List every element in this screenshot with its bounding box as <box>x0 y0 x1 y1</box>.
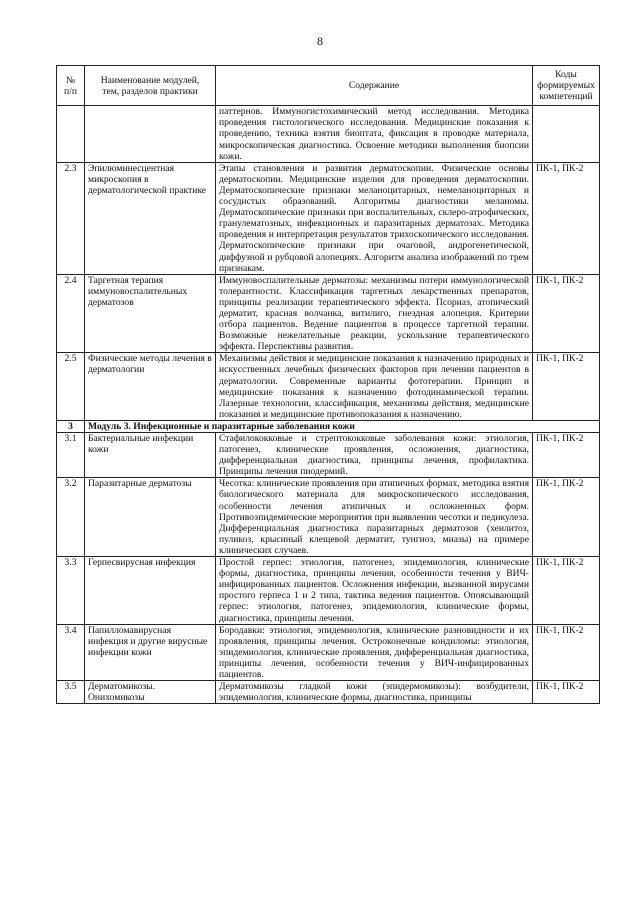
row-content: Чесотка: клинические проявления при атипичных формах, методика взятия биологического материала для микроскопического исследования, особенности лечения атипичных и осложненных форм. Противоэпидемические мероприятия при выявлении чесотки и педикулеза. Дифференциальная диагностика паразитарных дерматозов (хеилитоз, пуликоз, крысиный клещевой дерматит, тунгиоз, миазы) на примере клинических случаев. <box>216 478 533 557</box>
row-name: Физические методы лечения в дерматологии <box>85 353 216 421</box>
row-codes <box>533 106 600 162</box>
table-row <box>57 433 600 478</box>
row-codes: ПК-1, ПК-2 <box>533 557 600 625</box>
row-num: 2.4 <box>57 274 85 353</box>
row-codes: ПК-1, ПК-2 <box>533 433 600 478</box>
row-num: 3.3 <box>57 557 85 625</box>
table-row <box>57 106 600 162</box>
row-content: Стафилококковые и стрептококковые заболевания кожи: этиология, патогенез, клинические проявления, осложнения, диагностика, дифференциальная диагностика, принципы лечения, профилактика. Принципы лечения пиодермий. <box>216 433 533 478</box>
row-codes: ПК-1, ПК-2 <box>533 478 600 557</box>
row-num: 3.1 <box>57 433 85 478</box>
table-row <box>57 353 600 421</box>
header-name: Наименование модулей, тем, разделов практики <box>85 66 216 106</box>
table-row <box>57 624 600 680</box>
row-content: Бородавки: этиология, эпидемиология, клинические разновидности и их проявления, принципы лечения. Остроконечные кондиломы: этиология, эпидемиология, клинические проявления, дифференциальная диагностика, принципы лечения, особенности течения у ВИЧ-инфицированных пациентов. <box>216 624 533 680</box>
row-content: Механизмы действия и медицинские показания к назначению природных и искусственных лечебных физических факторов при лечении пациентов в дерматологии. Современные варианты фототерапии. Принцип и медицинские показания к назначению фотодинамической терапии. Лазерные технологии, классификация, механизмы действия, медицинские показания и медицинские противопоказания к назначению. <box>216 353 533 421</box>
row-name: Бактериальные инфекции кожи <box>85 433 216 478</box>
header-codes: Коды формируемых компетенций <box>533 66 600 106</box>
header-num: № п/п <box>57 66 85 106</box>
table-header-row <box>57 66 600 106</box>
header-content: Содержание <box>216 66 533 106</box>
module-num: 3 <box>57 420 85 432</box>
row-codes: ПК-1, ПК-2 <box>533 681 600 704</box>
row-name: Таргетная терапия иммуновоспалительных дерматозов <box>85 274 216 353</box>
row-name: Папилломавирусная инфекция и другие вирусные инфекции кожи <box>85 624 216 680</box>
row-codes: ПК-1, ПК-2 <box>533 353 600 421</box>
row-content: Простой герпес: этиология, патогенез, эпидемиология, клинические формы, диагностика, принципы лечения, особенности течения у ВИЧ-инфицированных пациентов. Осложнения инфекции, вызванной вирусами простого герпеса 1 и 2 типа, тактика ведения пациентов. Опоясывающий герпес: этиология, патогенез, эпидемиология, клинические формы, диагностика, принципы лечения. <box>216 557 533 625</box>
row-num: 3.2 <box>57 478 85 557</box>
row-num: 2.5 <box>57 353 85 421</box>
curriculum-table <box>56 65 600 704</box>
row-content: Иммуновоспалительные дерматозы: механизмы потери иммунологической толерантности. Классификация таргетных лекарственных препаратов, принципы реализации терапевтического эффекта. Псориаз, атопический дерматит, красная волчанка, витилиго, гнездная алопеция. Критерии отбора пациентов. Ведение пациентов в процессе таргетной терапии. Возможные нежелательные реакции, ускользание терапевтического эффекта. Перспективы развития. <box>216 274 533 353</box>
row-name: Паразитарные дерматозы <box>85 478 216 557</box>
row-num: 2.3 <box>57 162 85 274</box>
row-name: Герпесвирусная инфекция <box>85 557 216 625</box>
page-number: 8 <box>317 34 323 48</box>
row-num: 3.5 <box>57 681 85 704</box>
table-row <box>57 478 600 557</box>
row-name: Дерматомикозы. Онихомикозы <box>85 681 216 704</box>
row-codes: ПК-1, ПК-2 <box>533 162 600 274</box>
row-num <box>57 106 85 162</box>
row-name: Эпилюминесцентная микроскопия в дерматологической практике <box>85 162 216 274</box>
row-content: Дерматомикозы гладкой кожи (эпидермомикозы): возбудители, эпидемиология, клинические формы, диагностика, принципы <box>216 681 533 704</box>
table-row <box>57 681 600 704</box>
module-title: Модуль 3. Инфекционные и паразитарные заболевания кожи <box>85 420 600 432</box>
table-row <box>57 162 600 274</box>
module-row <box>57 420 600 432</box>
row-content: Этапы становления и развития дерматоскопии. Физические основы дерматоскопии. Медицинские изделия для проведения дерматоскопии. Дерматоскопические признаки меланоцитарных, немеланоцитарных и сосудистых образований. Алгоритмы диагностики меланомы. Дерматоскопические признаки при воспалительных, склеро-атрофических, гранулематозных, инфекционных и паразитарных дерматозах. Методика проведения и интерпретация результатов трихоскопического исследования. Дерматоскопические признаки при очаговой, андрогенетической, диффузной и рубцовой алопециях. Алгоритм анализа изображений по трем признакам. <box>216 162 533 274</box>
row-num: 3.4 <box>57 624 85 680</box>
row-codes: ПК-1, ПК-2 <box>533 274 600 353</box>
table-row <box>57 274 600 353</box>
row-content: паттернов. Иммуногистохимический метод исследования. Методика проведения гистологического исследования. Медицинские показания к проведению, техника взятия биоптата, фиксация в проводке материала, микроскопическая диагностика. Освоение методики выполнения биопсии кожи. <box>216 106 533 162</box>
row-codes: ПК-1, ПК-2 <box>533 624 600 680</box>
row-name <box>85 106 216 162</box>
table-row <box>57 557 600 625</box>
